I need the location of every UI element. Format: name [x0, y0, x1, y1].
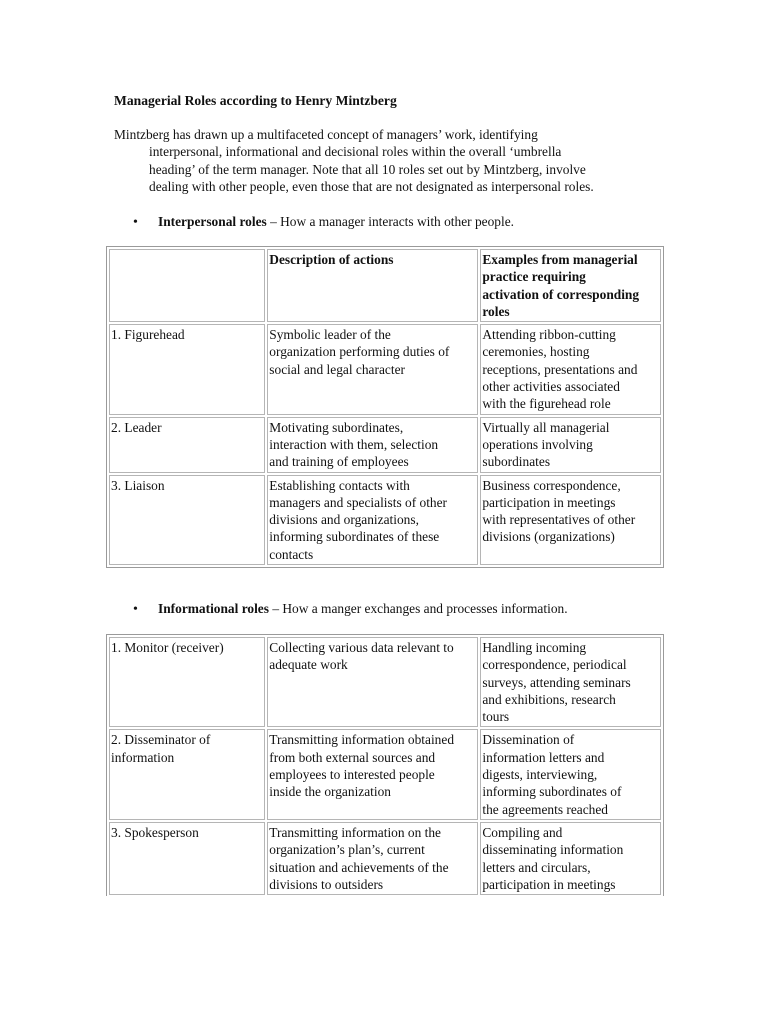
header-cell-examples	[480, 249, 661, 322]
cell-line: participation in meetings	[482, 876, 616, 892]
cell-line: practice requiring	[482, 269, 586, 285]
cell-line: disseminating information	[482, 842, 624, 858]
description-cell	[267, 637, 478, 727]
cell-line: 1. Figurehead	[111, 327, 185, 343]
cell-line: adequate work	[269, 657, 348, 673]
example-cell	[480, 324, 661, 414]
cell-line: Attending ribbon-cutting	[482, 327, 616, 343]
table-row	[109, 475, 661, 565]
cell-line: participation in meetings	[482, 494, 616, 510]
cell-line: divisions and organizations,	[269, 512, 419, 528]
cell-line: Establishing contacts with	[269, 477, 410, 493]
page-bottom-margin	[0, 896, 768, 1024]
cell-line: organization performing duties of	[269, 344, 450, 360]
table-row	[109, 637, 661, 727]
cell-line: organization’s plan’s, current	[269, 842, 425, 858]
intro-line: heading’ of the term manager. Note that all 10 roles set out by Mintzberg, involve	[149, 161, 586, 177]
cell-line: Virtually all managerial	[482, 419, 610, 435]
header-cell-role	[109, 249, 265, 322]
cell-line: subordinates	[482, 454, 551, 470]
cell-line: with the figurehead role	[482, 396, 611, 412]
cell-line: the agreements reached	[482, 801, 609, 817]
cell-line: 2. Disseminator of	[111, 732, 211, 748]
cell-line: Business correspondence,	[482, 477, 621, 493]
cell-line: tours	[482, 709, 510, 725]
cell-line: roles	[482, 303, 510, 319]
role-cell	[109, 729, 265, 819]
role-cell	[109, 475, 265, 565]
cell-line: 1. Monitor (receiver)	[111, 640, 224, 655]
role-cell	[109, 637, 265, 727]
intro-line: dealing with other people, even those that are not designated as interpersonal roles.	[149, 179, 594, 195]
interpersonal-roles-bullet	[133, 213, 514, 231]
cell-line: social and legal character	[269, 361, 405, 377]
cell-line: information	[111, 749, 175, 765]
cell-line: activation of corresponding	[482, 286, 640, 302]
cell-line: Motivating subordinates,	[269, 419, 404, 435]
role-cell	[109, 822, 265, 895]
cell-line: information letters and	[482, 749, 605, 765]
cell-line: inside the organization	[269, 784, 392, 800]
cell-line: employees to interested people	[269, 767, 435, 783]
table-header-row	[109, 249, 661, 322]
cell-line: and exhibitions, research	[482, 691, 616, 707]
description-cell	[267, 417, 478, 473]
cell-line: informing subordinates of	[482, 784, 622, 800]
cell-line: Examples from managerial	[482, 252, 638, 267]
description-cell	[267, 822, 478, 895]
cell-line: operations involving	[482, 436, 593, 452]
description-cell	[267, 324, 478, 414]
bullet-text: – How a manger exchanges and processes information.	[268, 601, 568, 616]
table-row	[109, 822, 661, 895]
cell-line: receptions, presentations and	[482, 361, 638, 377]
bullet-heading: Interpersonal roles	[158, 214, 267, 229]
cell-line: Dissemination of	[482, 732, 575, 748]
cell-line: digests, interviewing,	[482, 767, 598, 783]
cell-line: Transmitting information obtained	[269, 732, 455, 748]
cell-line: managers and specialists of other	[269, 494, 448, 510]
description-cell	[267, 475, 478, 565]
header-cell-description: Description of actions	[267, 249, 478, 322]
bullet-icon: •	[133, 602, 138, 617]
informational-roles-bullet	[133, 600, 568, 618]
intro-paragraph	[114, 126, 654, 196]
cell-line: informing subordinates of these	[269, 529, 440, 545]
cell-line: letters and circulars,	[482, 859, 591, 875]
cell-line: from both external sources and	[269, 749, 436, 765]
table-row	[109, 417, 661, 473]
informational-roles-table	[106, 634, 664, 898]
interpersonal-roles-table	[106, 246, 664, 568]
cell-line: other activities associated	[482, 379, 620, 395]
example-cell	[480, 417, 661, 473]
cell-line: contacts	[269, 546, 314, 562]
cell-line: interaction with them, selection	[269, 436, 439, 452]
role-cell	[109, 417, 265, 473]
example-cell	[480, 475, 661, 565]
cell-line: and training of employees	[269, 454, 409, 470]
cell-line: with representatives of other	[482, 512, 636, 528]
cell-line: ceremonies, hosting	[482, 344, 590, 360]
cell-line: Symbolic leader of the	[269, 327, 391, 343]
example-cell	[480, 822, 661, 895]
cell-line: 3. Liaison	[111, 477, 165, 493]
cell-line: 3. Spokesperson	[111, 824, 199, 840]
example-cell	[480, 729, 661, 819]
intro-line: Mintzberg has drawn up a multifaceted concept of managers’ work, identifying	[114, 127, 538, 142]
bullet-text: – How a manager interacts with other people.	[266, 214, 515, 229]
bullet-icon: •	[133, 215, 138, 230]
cell-line: surveys, attending seminars	[482, 674, 631, 690]
role-cell	[109, 324, 265, 414]
cell-line: divisions to outsiders	[269, 876, 384, 892]
cell-line: correspondence, periodical	[482, 657, 627, 673]
cell-line: Compiling and	[482, 824, 563, 840]
cell-line: Collecting various data relevant to	[269, 640, 454, 655]
description-cell	[267, 729, 478, 819]
intro-line: interpersonal, informational and decisional roles within the overall ‘umbrella	[149, 144, 562, 160]
table-row	[109, 324, 661, 414]
cell-line: 2. Leader	[111, 419, 162, 435]
example-cell	[480, 637, 661, 727]
cell-line: Transmitting information on the	[269, 824, 441, 840]
table-row	[109, 729, 661, 819]
cell-line: situation and achievements of the	[269, 859, 449, 875]
document-title: Managerial Roles according to Henry Mintzberg	[114, 93, 397, 108]
bullet-heading: Informational roles	[158, 601, 269, 616]
cell-line: divisions (organizations)	[482, 529, 615, 545]
cell-line: Handling incoming	[482, 640, 587, 655]
